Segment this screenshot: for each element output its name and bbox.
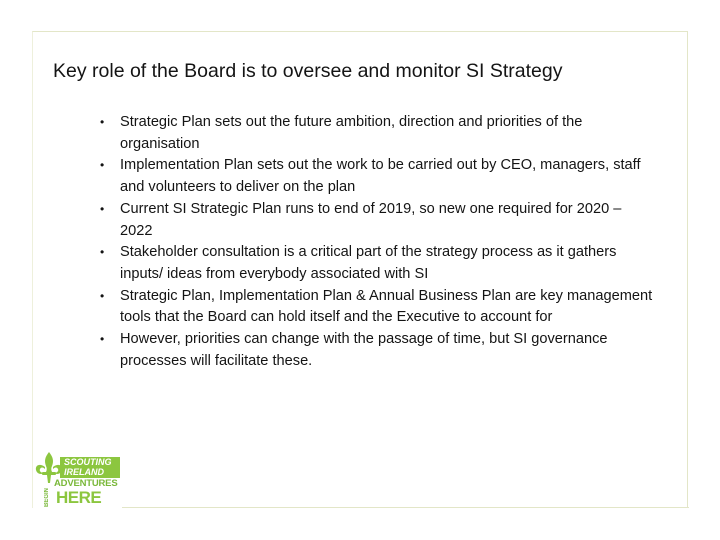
bullet-text: Implementation Plan sets out the work to be carried out by CEO, managers, staff and volunteers to deliver on the plan [120,157,641,196]
bullet-text: Strategic Plan sets out the future ambition, direction and priorities of the organisation [120,114,583,152]
bullet-item [94,242,654,285]
logo-lockup [60,457,120,478]
logo-vertical-text: BEGIN [44,487,50,507]
slide-title: Key role of the Board is to oversee and monitor SI Strategy [53,60,563,82]
bullet-text: Strategic Plan, Implementation Plan & Annual Business Plan are key management tools that the Board can hold itself and the Executive to account for [120,287,653,326]
bullet-dot: • [100,332,105,347]
logo-adventures: ADVENTURES [54,478,118,489]
bullet-dot: • [100,201,105,216]
logo-line-2: IRELAND [64,467,104,477]
bullet-list [94,112,654,372]
bullet-dot: • [100,288,105,303]
bullet-item [94,329,654,372]
slide-frame-bottom-rule [122,507,689,508]
bullet-item [94,112,654,155]
bullet-item [94,155,654,198]
bullet-text: Stakeholder consultation is a critical part of the strategy process as it gathers inputs/ ideas from everybody associated with SI [120,244,617,282]
logo-line-1: SCOUTING [64,457,112,467]
bullet-text: However, priorities can change with the passage of time, but SI governance processes will facilitate these. [120,331,608,369]
bullet-item [94,199,654,242]
bullet-dot: • [100,245,105,260]
bullet-dot: • [100,115,105,129]
bullet-dot: • [100,158,105,173]
logo-here: HERE [56,488,102,507]
bullet-text: Current SI Strategic Plan runs to end of 2019, so new one required for 2020 – 2022 [120,200,622,239]
bullet-item [94,286,654,329]
scouting-ireland-logo [34,451,126,511]
